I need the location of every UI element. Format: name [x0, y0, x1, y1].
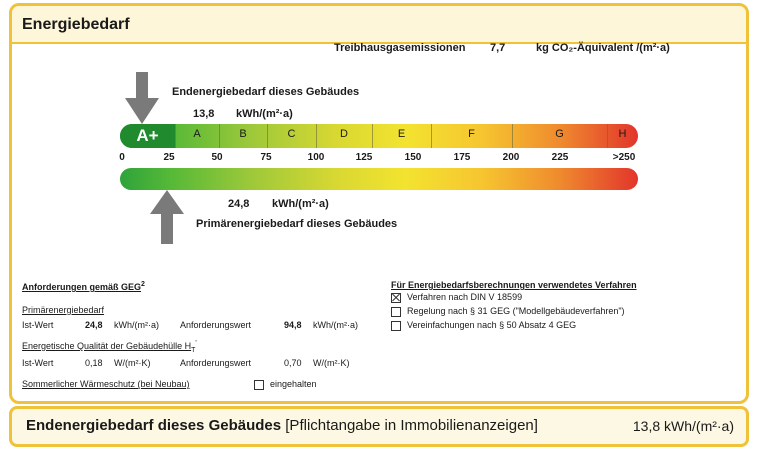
energy-class-c: C — [287, 128, 296, 140]
scale-tick-label: 25 — [163, 152, 175, 163]
footer-value: 13,8 kWh/(m²·a) — [632, 418, 734, 434]
class-separator — [219, 124, 220, 148]
primary-energy-marker-icon — [150, 190, 184, 244]
primary-ist-value: 24,8 — [85, 320, 103, 330]
method-option — [391, 320, 576, 331]
envelope-anf-unit: W/(m²·K) — [313, 358, 350, 368]
primary-anf-unit: kWh/(m²·a) — [313, 320, 358, 330]
envelope-ist-label: Ist-Wert — [22, 358, 54, 368]
end-energy-value: 13,8 — [193, 108, 215, 120]
energy-class-e: E — [397, 128, 406, 140]
primary-requirement-heading: Primärenergiebedarf — [22, 305, 105, 315]
method-option-checkbox[interactable] — [391, 293, 401, 303]
ghg-label: Treibhausgasemissionen — [334, 42, 466, 54]
class-separator — [431, 124, 432, 148]
footer-bar — [9, 406, 749, 447]
primary-energy-scale-bar — [120, 168, 638, 190]
scale-tick-label: >250 — [612, 152, 636, 163]
energy-class-d: D — [340, 128, 348, 140]
scale-tick-label: 50 — [211, 152, 223, 163]
method-option-label: Regelung nach § 31 GEG ("Modellgebäudeverfahren") — [407, 306, 625, 316]
scale-tick-label: 225 — [551, 152, 569, 163]
summer-protection-label: Sommerlicher Wärmeschutz (bei Neubau) — [22, 379, 190, 389]
end-energy-label: Endenergiebedarf dieses Gebäudes — [172, 86, 360, 98]
class-separator — [512, 124, 513, 148]
summer-protection-check: eingehalten — [254, 379, 317, 390]
energy-scale-bar — [120, 124, 638, 148]
method-option-label: Vereinfachungen nach § 50 Absatz 4 GEG — [407, 320, 577, 330]
method-option — [391, 306, 625, 317]
primary-ist-unit: kWh/(m²·a) — [114, 320, 159, 330]
class-separator — [316, 124, 317, 148]
primary-energy-label: Primärenergiebedarf dieses Gebäudes — [196, 218, 398, 230]
ghg-value: 7,7 — [490, 42, 506, 54]
end-energy-marker-icon — [125, 72, 159, 124]
envelope-heading: Energetische Qualität der Gebäudehülle $H_T'$ — [22, 340, 197, 354]
class-separator — [267, 124, 268, 148]
energy-class-a-plus: A+ — [120, 124, 175, 148]
energy-class-f: F — [468, 128, 475, 140]
energy-class-g: G — [555, 128, 564, 140]
page-title: Energiebedarf — [22, 16, 130, 33]
scale-tick-label: 200 — [502, 152, 520, 163]
class-separator — [175, 124, 176, 148]
envelope-ist-value: 0,18 — [85, 358, 103, 368]
primary-anf-label: Anforderungswert — [180, 320, 252, 330]
requirements-heading: Anforderungen gemäß GEG$^2$ — [22, 281, 145, 292]
scale-tick-label: 0 — [119, 152, 125, 163]
summer-protection-checkbox[interactable] — [254, 380, 264, 390]
energy-class-a: A — [193, 128, 201, 140]
scale-tick-label: 150 — [404, 152, 422, 163]
end-energy-unit: kWh/(m²·a) — [236, 108, 293, 120]
scale-tick-label: 125 — [355, 152, 373, 163]
class-separator — [607, 124, 608, 148]
scale-tick-label: 175 — [453, 152, 471, 163]
primary-ist-label: Ist-Wert — [22, 320, 54, 330]
class-separator — [372, 124, 373, 148]
envelope-ist-unit: W/(m²·K) — [114, 358, 151, 368]
energy-class-h: H — [618, 128, 627, 140]
method-option-label: Verfahren nach DIN V 18599 — [407, 292, 523, 302]
method-option — [391, 292, 522, 303]
method-option-checkbox[interactable] — [391, 321, 401, 331]
scale-tick-label: 75 — [260, 152, 272, 163]
scale-tick-label: 100 — [307, 152, 325, 163]
energy-class-b: B — [239, 128, 247, 140]
primary-anf-value: 94,8 — [284, 320, 302, 330]
method-option-checkbox[interactable] — [391, 307, 401, 317]
footer-label: Endenergiebedarf dieses Gebäudes [Pflichtangabe in Immobilienanzeigen] — [26, 417, 538, 434]
envelope-anf-label: Anforderungswert — [180, 358, 252, 368]
method-heading: Für Energiebedarfsberechnungen verwendetes Verfahren — [391, 280, 637, 290]
primary-energy-value: 24,8 — [228, 198, 250, 210]
envelope-anf-value: 0,70 — [284, 358, 302, 368]
ghg-unit: kg CO₂-Äquivalent /(m²·a) — [536, 42, 670, 54]
primary-energy-unit: kWh/(m²·a) — [272, 198, 329, 210]
